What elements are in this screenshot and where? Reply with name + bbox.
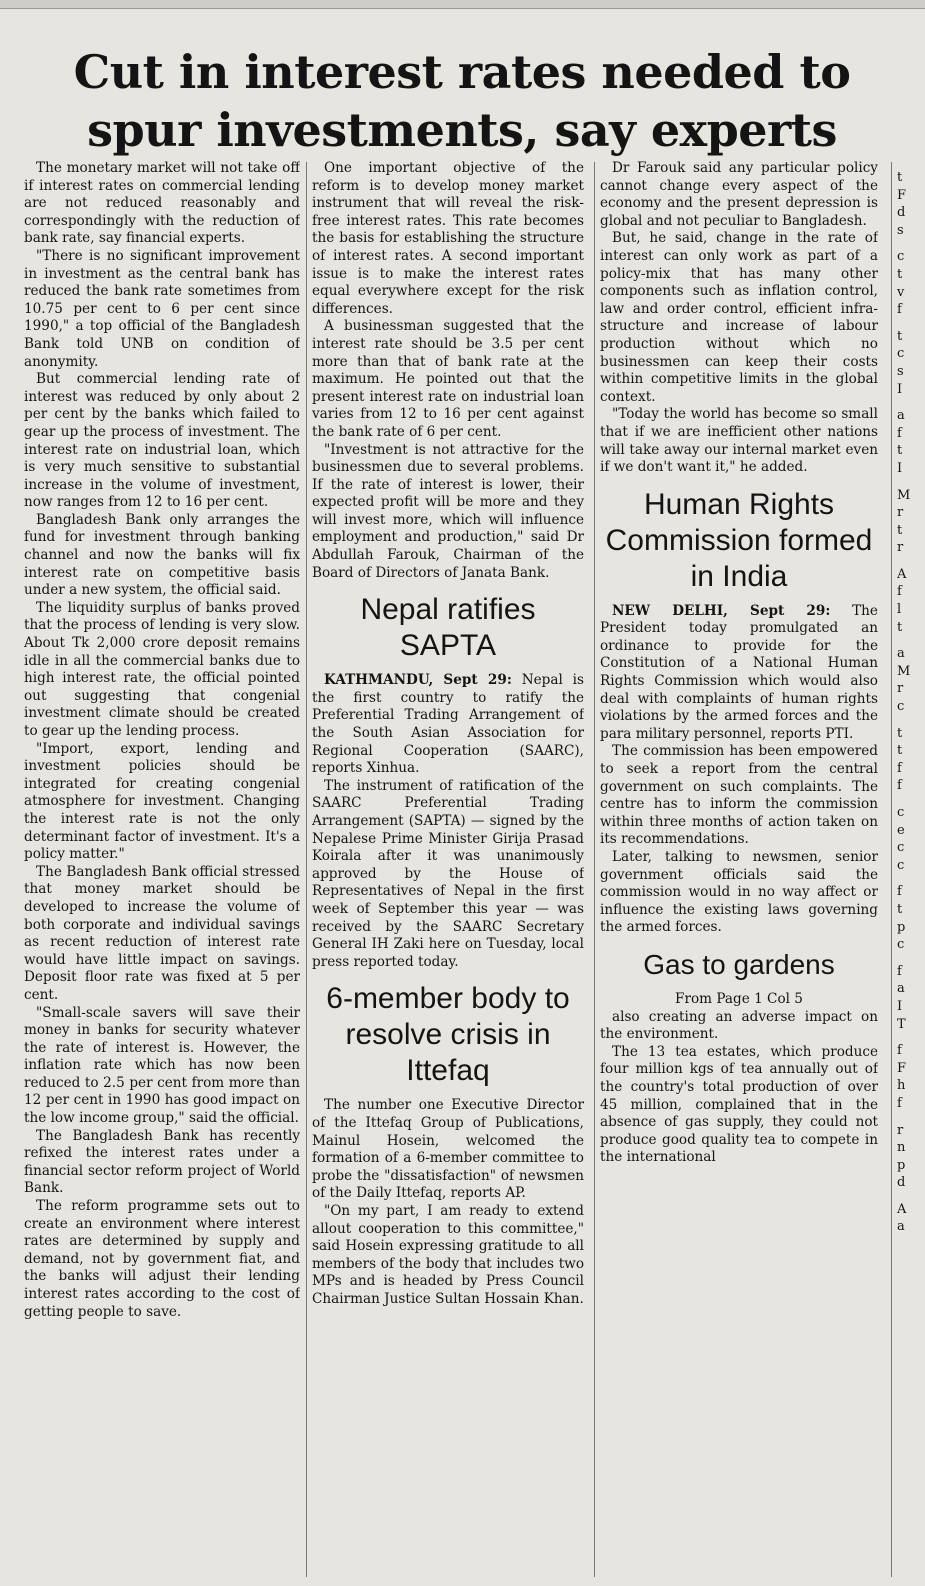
article-paragraph: The reform programme sets out to create an environment where interest rates are determined by supply and demand, not by government fiat, and the banks will adjust their lending interest rates according to the cost of getting people to save. [24,1198,300,1320]
page-top-strip [0,0,925,9]
article-paragraph: Bangladesh Bank only arranges the fund for investment through banking channel and now the banks will fix interest rate on competitive basis under a new system, the official said. [24,511,300,599]
article-paragraph: The 13 tea estates, which produce four million kgs of tea annually out of the country's total production of over 45 million, complained that in the absence of gas supply, they could not produce good quality tea to compete in the international [600,1043,878,1166]
edge-fragment: t [897,443,903,459]
article-paragraph: Dr Farouk said any particular policy cannot change every aspect of the economy and the present depression is global and not peculiar to Bangladesh. [600,160,878,229]
column-1 [24,160,300,1586]
article-paragraph: "Import, export, lending and investment policies should be integrated for creating congenial atmosphere for investment. Changing the interest rate is not the only determinant factor of investment. It's a policy matter." [24,740,300,863]
article-paragraph: The instrument of ratification of the SAARC Preferential Trading Arrangement (SAPTA) — signed by the Nepalese Prime Minister Girija Prasad Koirala after it was unanimously approved by the House of Representatives of Nepal in the first week of September this year — was received by the SAARC Secretary General IH Zaki here on Tuesday, local press reported today. [312,777,584,970]
article-paragraph: also creating an adverse impact on the environment. [600,1008,878,1043]
ittefaq-headline: 6-member body to resolve crisis in Ittefaq [326,982,570,1088]
column-rule [594,162,595,1577]
article-paragraph: The liquidity surplus of banks proved that the process of lending is very slow. About Tk 2,000 crore deposit remains idle in all the commercial banks due to high interest rate, the official pointed out suggesting that congenial investment climate should be created to gear up the lending process. [24,599,300,739]
edge-fragment: c [897,937,905,953]
article-paragraph: "On my part, I am ready to extend allout cooperation to this committee," said Hosein expressing gratitude to all members of the body that includes two MPs and is headed by Press Council Chairman Justice Sultan Hossain Khan. [312,1202,584,1307]
edge-fragment: l [897,602,902,618]
column-rule [891,162,892,1577]
article-paragraph: The commission has been empowered to seek a report from the central government on such complaints. The centre has to inform the commission within three months of action taken on its recommendations. [600,743,878,848]
edge-fragment: p [897,1157,906,1173]
edge-fragment: t [897,170,903,185]
edge-fragment: A [897,566,907,582]
edge-fragment: t [897,522,903,538]
nepal-headline: Nepal ratifies SAPTA [360,593,536,663]
edge-fragment: c [897,857,905,873]
edge-fragment: e [897,822,905,838]
edge-fragment: c [897,699,905,715]
edge-fragment: d [897,1175,906,1191]
edge-fragment: v [897,284,905,300]
edge-fragment: d [897,205,906,221]
edge-fragment: a [897,646,905,662]
edge-fragment: c [897,249,905,265]
edge-fragment: t [897,266,903,282]
cropped-edge-column [897,160,925,1586]
edge-fragment: s [897,363,904,379]
edge-fragment: t [897,619,903,635]
article-paragraph: The number one Executive Director of the Ittefaq Group of Publications, Mainul Hosein, welcomed the formation of a 6-member committee to probe the "dissatisfaction" of newsmen of the Daily Ittefaq, reports AP. [312,1097,584,1202]
edge-fragment: I [897,998,903,1014]
edge-fragment: f [897,884,902,900]
edge-fragment: a [897,981,905,997]
article-paragraph: The monetary market will not take off if interest rates on commercial lending are not reduced reasonably and correspondingly with the reduction of bank rate, say financial experts. [24,160,300,247]
edge-fragment: f [897,760,902,776]
article-paragraph: The President today promulgated an ordinance to provide for the Constitution of a National Human Rights Commission which would also deal with complaints of human rights violations by the armed forces and the para military personnel, reports PTI. [600,602,878,742]
article-paragraph: The Bangladesh Bank official stressed that money market should be developed to increase the volume of both corporate and individual savings as recent reduction of interest rate would have little impact on savings. Deposit floor rate was fixed at 5 per cent. [24,863,300,1003]
india-dateline: NEW DELHI, Sept 29: [612,602,831,619]
edge-fragment: f [897,584,902,600]
article-paragraph: "There is no significant improvement in investment as the central bank has reduced the bank rate sometimes from 10.75 per cent to 6 per cent since 1990," a top official of the Bangladesh Bank told UNB on condition of anonymity. [24,247,300,370]
column-2 [312,160,584,1586]
edge-fragment: F [897,1060,907,1076]
edge-fragment: t [897,328,903,344]
article-paragraph: Nepal is the first country to ratify the Preferential Trading Arrangement of the South Asian Association for Regional Cooperation (SAARC), reports Xinhua. [312,672,584,777]
article-paragraph: "Small-scale savers will save their money in banks for security whatever the rate of interest is. However, the inflation rate which has now been reduced to 2.5 per cent from more than 12 per cent in 1990 has good impact on the low income group," said the official. [24,1004,300,1127]
article-paragraph: "Investment is not attractive for the businessmen due to several problems. If the rate of interest is lower, their expected profit will be more and they will invest more, which will influence employment and production," said Dr Abdullah Farouk, Chairman of the Board of Directors of Janata Bank. [312,441,584,581]
edge-fragment: t [897,725,903,741]
nepal-dateline: KATHMANDU, Sept 29: [324,672,512,689]
edge-fragment: t [897,743,903,759]
article-paragraph: The Bangladesh Bank has recently refixed the interest rates under a financial sector reform project of World Bank. [24,1127,300,1197]
gas-headline: Gas to gardens [643,948,835,980]
main-headline: Cut in interest rates needed to spur investments, say experts [73,44,851,157]
edge-fragment: I [897,460,903,476]
column-3 [600,160,878,1586]
edge-fragment: F [897,187,907,203]
edge-fragment: A [897,1201,907,1217]
article-paragraph: One important objective of the reform is to develop money market instrument that will reveal the risk-free interest rates. This rate becomes the basis for establishing the structure of interest rates. A second important issue is to make the interest rates equal everywhere except for the risk differences. [312,160,584,317]
edge-fragment: f [897,778,902,794]
edge-fragment: r [897,1122,904,1138]
article-paragraph: Later, talking to newsmen, senior government officials said the commission would in no way affect or influence the existing laws governing the armed forces. [600,849,878,936]
edge-fragment: f [897,963,902,979]
article-paragraph: A businessman suggested that the interest rate should be 3.5 per cent more than that of bank rate at the maximum. He pointed out that the present interest rate on industrial loan varies from 12 to 16 per cent against the bank rate of 6 per cent. [312,318,584,440]
edge-fragment: f [897,302,902,318]
article-paragraph: "Today the world has become so small that if we are inefficient other nations will take away our internal market even if we don't want it," he added. [600,406,878,476]
edge-fragment: t [897,901,903,917]
edge-fragment: f [897,1043,902,1059]
edge-fragment: a [897,408,905,424]
continued-from: From Page 1 Col 5 [675,990,803,1007]
edge-fragment: s [897,222,904,238]
edge-fragment: f [897,1095,902,1111]
edge-fragment: f [897,425,902,441]
column-rule [306,162,307,1577]
article-paragraph: But, he said, change in the rate of interest can only work as part of a policy-mix that has many other components such as inflation control, law and order control, efficient infra-structure and increase of labour production without which no businessmen can keep their costs within competitive limits in the global context. [600,230,878,405]
edge-fragment: T [897,1016,906,1032]
edge-fragment: r [897,540,904,556]
edge-fragment: c [897,346,905,362]
edge-fragment: c [897,805,905,820]
edge-fragment: c [897,840,905,856]
edge-fragment: r [897,681,904,697]
article-paragraph: But commercial lending rate of interest was reduced by only about 2 per cent by the banks which failed to gear up the process of investment. The interest rate on industrial loan, which is very much sensitive to substantial increase in the volume of investment, now ranges from 12 to 16 per cent. [24,371,300,511]
edge-fragment: a [897,1219,905,1235]
edge-fragment: h [897,1078,906,1094]
edge-fragment: r [897,505,904,521]
edge-fragment: p [897,919,906,935]
edge-fragment: M [897,663,911,679]
edge-fragment: M [897,487,911,503]
edge-fragment: n [897,1140,906,1156]
india-headline: Human Rights Commission formed in India [605,487,873,593]
edge-fragment: I [897,381,903,397]
